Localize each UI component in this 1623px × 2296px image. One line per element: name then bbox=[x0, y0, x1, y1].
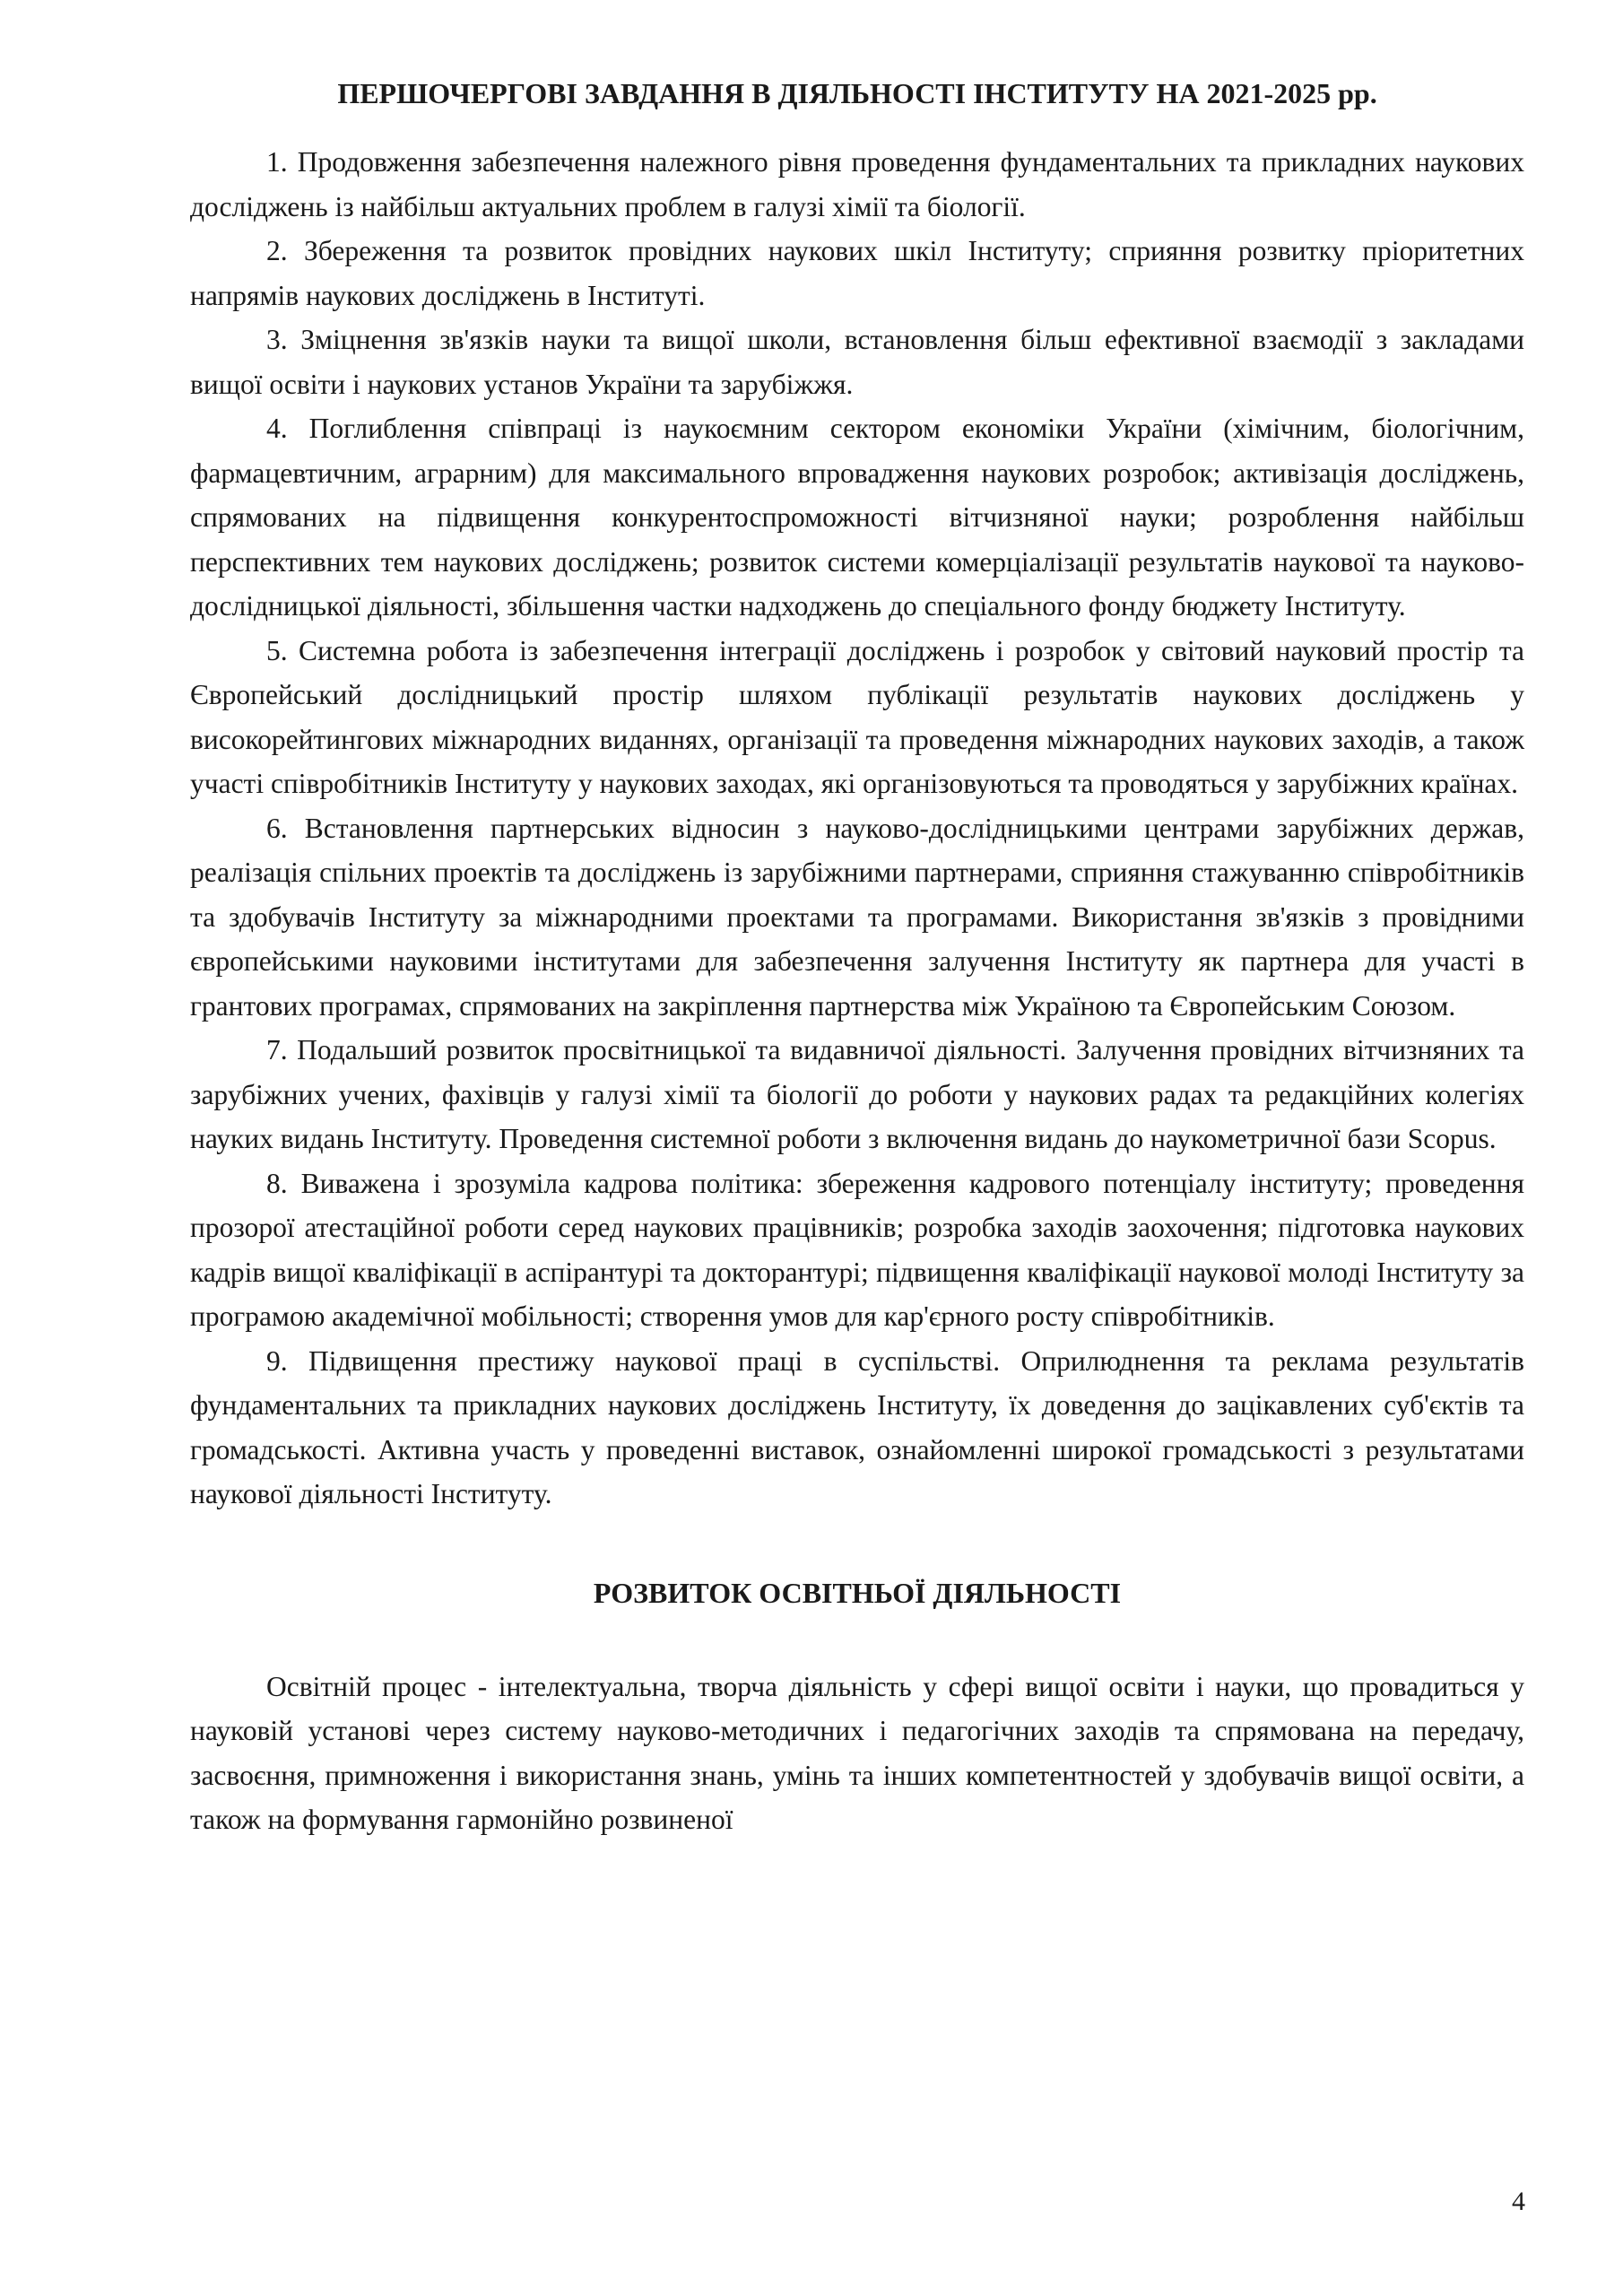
section-paragraph: Освітній процес - інтелектуальна, творча діяльність у сфері вищої освіти і науки, що провадиться у науковій установі через систему науково-методичних і педагогічних заходів та спрямована на передачу, засвоєння, примноження і використання знань, умінь та інших компетентностей у здобувачів вищої освіти, а також на формування гармонійно розвиненої bbox=[190, 1670, 1524, 1835]
list-item: 9. Підвищення престижу наукової праці в суспільстві. Оприлюднення та реклама результатів фундаментальних та прикладних наукових досліджень Інституту, їх доведення до зацікавлених суб'єктів та громадськості. Активна участь у проведенні виставок, ознайомленні широкої громадськості з результатами наукової діяльності Інституту. bbox=[190, 1344, 1524, 1509]
list-item: 6. Встановлення партнерських відносин з науково-дослідницькими центрами зарубіжних держав, реалізація спільних проектів та досліджень із зарубіжними партнерами, сприяння стажуванню співробітників та здобувачів Інституту за міжнародними проектами та програмами. Використання зв'язків з провідними європейськими науковими інститутами для забезпечення залучення Інституту як партнера для участі в грантових програмах, спрямованих на закріплення партнерства між Україною та Європейським Союзом. bbox=[190, 812, 1524, 1022]
list-item: 7. Подальший розвиток просвітницької та видавничої діяльності. Залучення провідних вітчизняних та зарубіжних учених, фахівців у галузі хімії та біології до роботи у наукових радах та редакційних колегіях науких видань Інституту. Проведення системної роботи з включення видань до наукометричної бази Scopus. bbox=[190, 1034, 1524, 1154]
list-item: 1. Продовження забезпечення належного рівня проведення фундаментальних та прикладних наукових досліджень із найбільш актуальних проблем в галузі хімії та біології. bbox=[190, 146, 1524, 222]
page-number: 4 bbox=[1512, 2187, 1525, 2216]
page-content bbox=[190, 74, 1524, 1842]
list-item: 4. Поглиблення співпраці із наукоємним сектором економіки України (хімічним, біологічним, фармацевтичним, аграрним) для максимального впровадження наукових розробок; активізація досліджень, спрямованих на підвищення конкурентоспроможності вітчизняної науки; розроблення найбільш перспективних тем наукових досліджень; розвиток системи комерціалізації результатів наукової та науково-дослідницької діяльності, збільшення частки надходжень до спеціального фонду бюджету Інституту. bbox=[190, 413, 1524, 622]
page-title: ПЕРШОЧЕРГОВІ ЗАВДАННЯ В ДІЯЛЬНОСТІ ІНСТИТУТУ НА 2021-2025 рр. bbox=[337, 77, 1377, 109]
section-title: РОЗВИТОК ОСВІТНЬОЇ ДІЯЛЬНОСТІ bbox=[593, 1576, 1122, 1609]
list-item: 2. Збереження та розвиток провідних наукових шкіл Інституту; сприяння розвитку пріоритетних напрямів наукових досліджень в Інституті. bbox=[190, 235, 1524, 311]
list-item: 3. Зміцнення зв'язків науки та вищої школи, встановлення більш ефективної взаємодії з закладами вищої освіти і наукових установ України та зарубіжжя. bbox=[190, 324, 1524, 400]
list-item: 8. Виважена і зрозуміла кадрова політика: збереження кадрового потенціалу інституту; проведення прозорої атестаційної роботи серед наукових працівників; розробка заходів заохочення; підготовка наукових кадрів вищої кваліфікації в аспірантурі та докторантурі; підвищення кваліфікації наукової молоді Інституту за програмою академічної мобільності; створення умов для кар'єрного росту співробітників. bbox=[190, 1167, 1524, 1332]
list-item: 5. Системна робота із забезпечення інтеграції досліджень і розробок у світовий науковий простір та Європейський дослідницький простір шляхом публікації результатів наукових досліджень у високорейтингових міжнародних виданнях, організації та проведення міжнародних наукових заходів, а також участі співробітників Інституту у наукових заходах, які організовуються та проводяться у зарубіжних країнах. bbox=[190, 634, 1524, 799]
